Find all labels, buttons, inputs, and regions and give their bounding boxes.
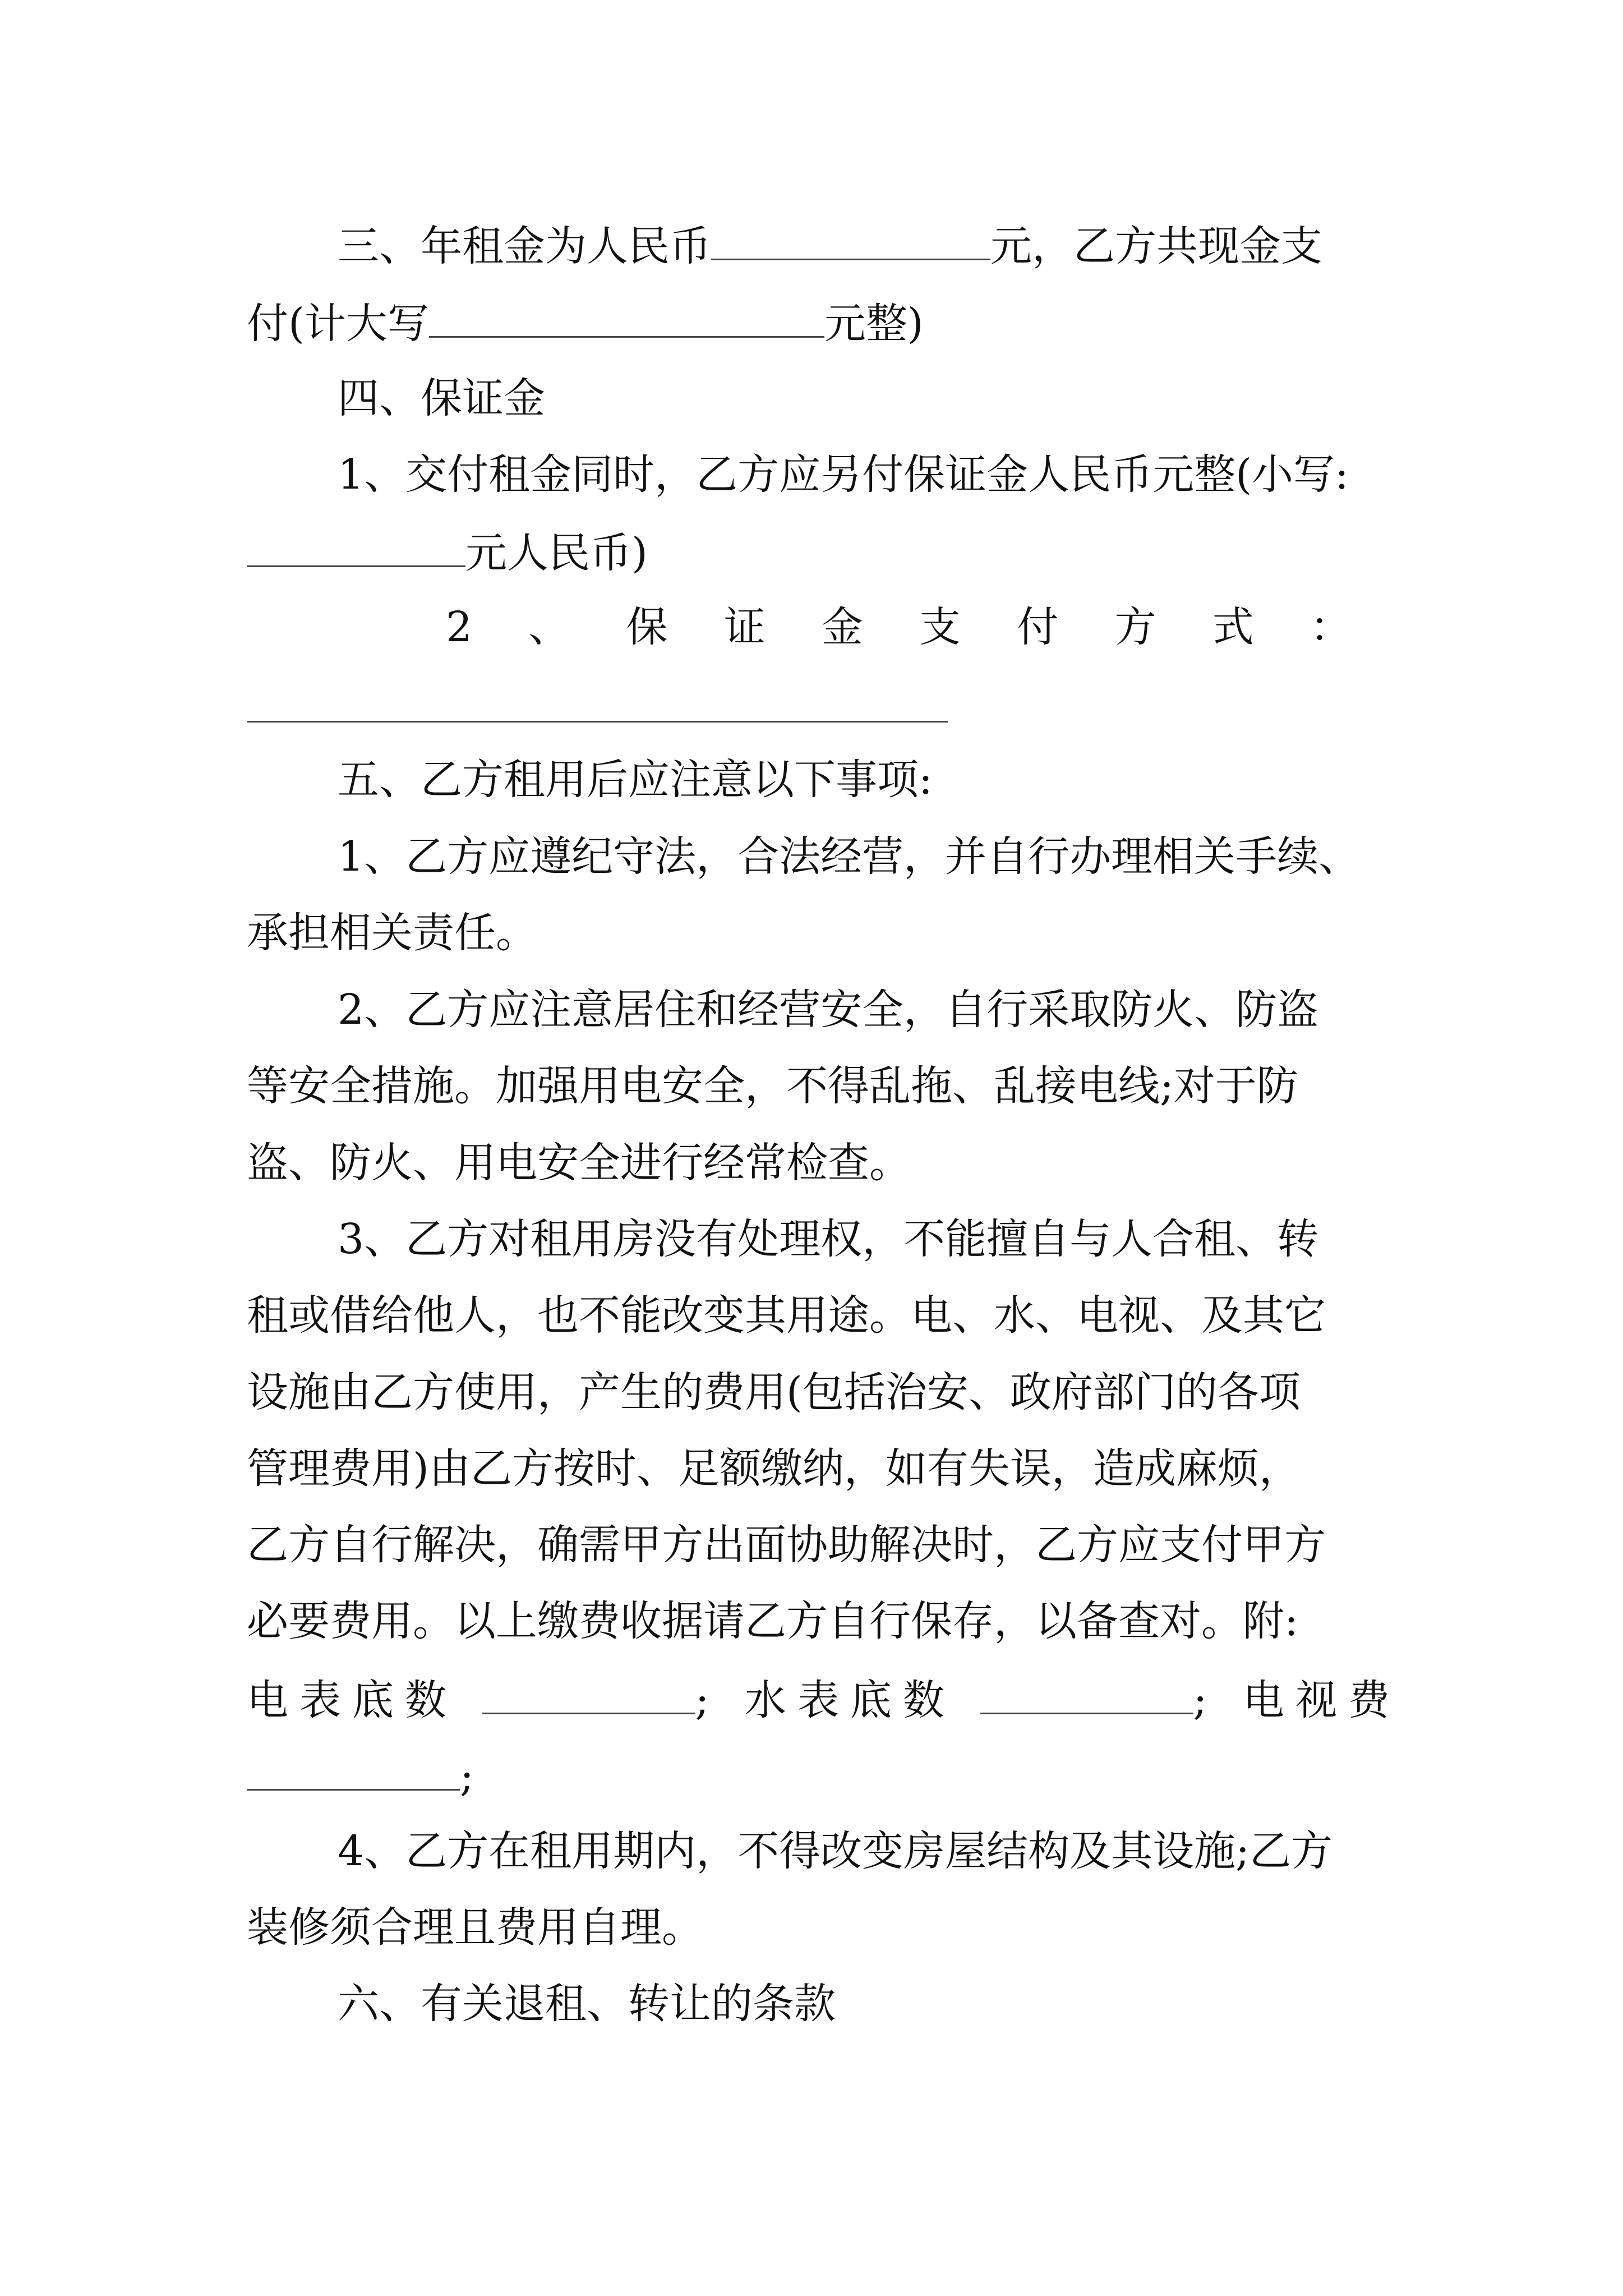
clause-5-4-line-1 (338, 1823, 1374, 1879)
clause-5-3-meter-line (247, 1670, 1401, 1726)
rent-uppercase-blank (429, 293, 824, 338)
clause-4-2-line (446, 599, 1352, 655)
text: ; 电视费 (1193, 1676, 1401, 1724)
clause-5-2-line-1 (338, 982, 1374, 1038)
text: 六、有关退租、转让的条款 (338, 1980, 836, 2028)
clause-5-3-line-6 (247, 1593, 1374, 1649)
char: 付 (1017, 603, 1059, 651)
clause-3-line-2 (247, 293, 1374, 349)
text: 1、交付租金同时，乙方应另付保证金人民币元整(小写: (338, 450, 1349, 499)
char: 保 (626, 603, 668, 651)
text: 设施由乙方使用，产生的费用(包括治安、政府部门的各项 (247, 1368, 1301, 1416)
clause-4-title (338, 370, 1374, 426)
text: 管理费用)由乙方按时、足额缴纳，如有失误，造成麻烦， (247, 1444, 1301, 1493)
char: 方 (1114, 603, 1156, 651)
text: 4、乙方在租用期内，不得改变房屋结构及其设施;乙方 (338, 1827, 1333, 1875)
clause-5-4-line-2 (247, 1899, 1374, 1955)
clause-5-1-line-2 (247, 905, 1374, 961)
clause-5-3-line-3 (247, 1364, 1374, 1420)
clause-4-1-line-2 (247, 523, 1374, 579)
clause-5-3-line-5 (247, 1517, 1374, 1573)
char: 金 (821, 603, 863, 651)
text: 必要费用。以上缴费收据请乙方自行保存，以备查对。附: (247, 1597, 1298, 1645)
deposit-amount-blank (247, 523, 465, 567)
clause-5-3-line-4 (247, 1441, 1374, 1497)
text: 乙方自行解决，确需甲方出面协助解决时，乙方应支付甲方 (247, 1521, 1326, 1569)
rent-amount-blank (711, 216, 990, 260)
char: ： (1310, 603, 1352, 651)
text: 盗、防火、用电安全进行经常检查。 (247, 1139, 911, 1187)
clause-3-line-1 (338, 216, 1374, 272)
text: 承担相关责任。 (247, 909, 537, 957)
char: 2 (446, 603, 473, 651)
char: 证 (723, 603, 766, 651)
water-meter-blank (980, 1670, 1193, 1714)
tv-fee-blank (247, 1746, 460, 1791)
text: 四、保证金 (338, 374, 545, 422)
text: 装修须合理且费用自理。 (247, 1903, 703, 1952)
text: 付(计大写 (247, 300, 429, 348)
clause-5-3-tv-fee-line (247, 1746, 1374, 1802)
text: 元人民币) (465, 529, 648, 577)
char: 式 (1212, 603, 1254, 651)
clause-5-2-line-3 (247, 1135, 1374, 1191)
clause-5-1-line-1 (338, 829, 1374, 885)
clause-4-1-line-1 (338, 447, 1374, 503)
text: 五、乙方租用后应注意以下事项: (338, 756, 933, 804)
clause-5-3-line-2 (247, 1287, 1374, 1343)
char: 、 (528, 603, 570, 651)
text: 元整) (824, 300, 924, 348)
text: 三、年租金为人民币 (338, 222, 711, 270)
text: 2、乙方应注意居住和经营安全，自行采取防火、防盗 (338, 986, 1319, 1034)
text: 电表底数 (247, 1676, 458, 1724)
clause-6-title (338, 1976, 1374, 2032)
text: 元，乙方共现金支 (990, 222, 1322, 270)
electric-meter-blank (482, 1670, 695, 1714)
clause-5-3-line-1 (338, 1211, 1374, 1267)
text: 1、乙方应遵纪守法，合法经营，并自行办理相关手续、 (338, 832, 1361, 881)
text: 3、乙方对租用房没有处理权，不能擅自与人合租、转 (338, 1215, 1319, 1263)
char: 支 (919, 603, 961, 651)
text: ; 水表底数 (695, 1676, 956, 1724)
clause-5-title (338, 752, 1374, 808)
clause-5-2-line-2 (247, 1058, 1374, 1114)
text: 等安全措施。加强用电安全，不得乱拖、乱接电线;对于防 (247, 1062, 1298, 1110)
text: 租或借给他人，也不能改变其用途。电、水、电视、及其它 (247, 1291, 1326, 1340)
payment-method-blank (247, 721, 948, 723)
text: ; (460, 1752, 474, 1801)
